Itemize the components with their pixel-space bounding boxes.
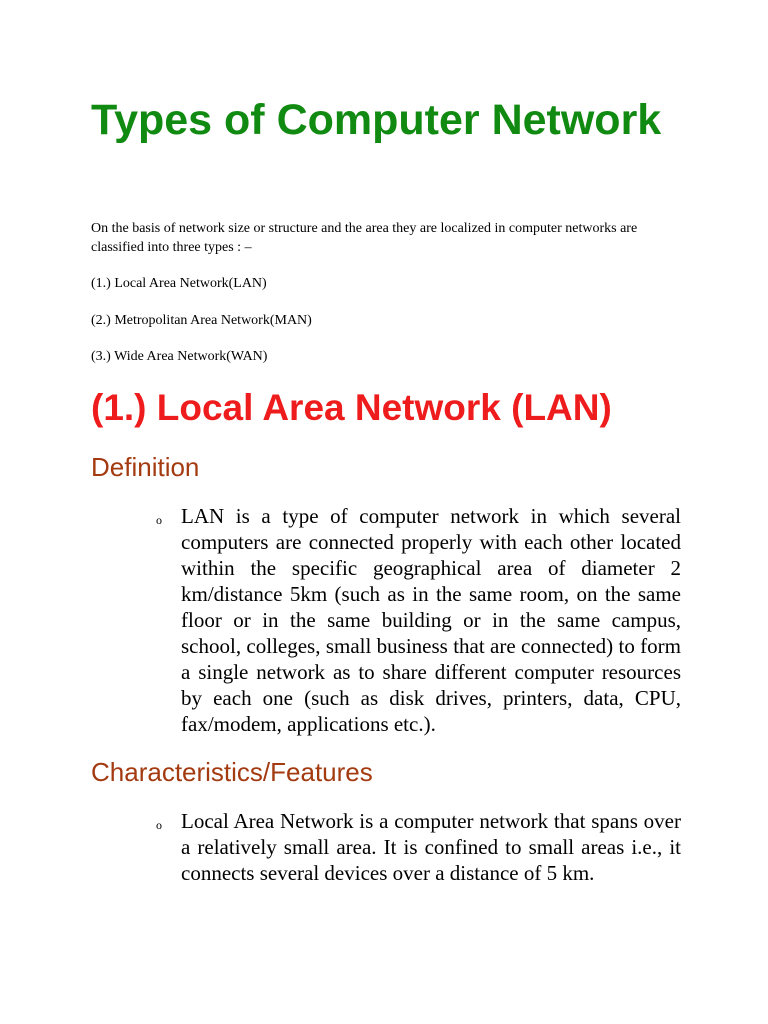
characteristics-text: Local Area Network is a computer network that spans over a relatively small area. It is confined to small areas i.e., it connects several devices over a distance of 5 km. bbox=[181, 809, 681, 885]
document-title: Types of Computer Network bbox=[91, 96, 662, 144]
intro-paragraph: On the basis of network size or structure and the area they are localized in computer networks are classified into three types : – bbox=[91, 221, 638, 255]
network-type-wan: (3.) Wide Area Network(WAN) bbox=[91, 349, 268, 364]
bullet-icon: o bbox=[156, 818, 162, 832]
definition-text: LAN is a type of computer network in which several computers are connected properly with each other located within the specific geographical area of diameter 2 km/distance 5km (such as in the same room, on the same floor or in the same building or in the same campus, school, colleges, small business that are connected) to form a single network as to share different computer resources by each one (such as disk drives, printers, data, CPU, fax/modem, applications etc.). bbox=[181, 504, 681, 736]
network-type-man: (2.) Metropolitan Area Network(MAN) bbox=[91, 313, 312, 328]
bullet-icon: o bbox=[156, 513, 162, 527]
definition-heading: Definition bbox=[91, 452, 200, 482]
characteristics-list-item bbox=[156, 808, 681, 886]
network-type-lan: (1.) Local Area Network(LAN) bbox=[91, 276, 267, 291]
definition-list-item bbox=[156, 503, 681, 737]
section-heading-lan: (1.) Local Area Network (LAN) bbox=[91, 387, 612, 428]
characteristics-heading: Characteristics/Features bbox=[91, 757, 373, 787]
